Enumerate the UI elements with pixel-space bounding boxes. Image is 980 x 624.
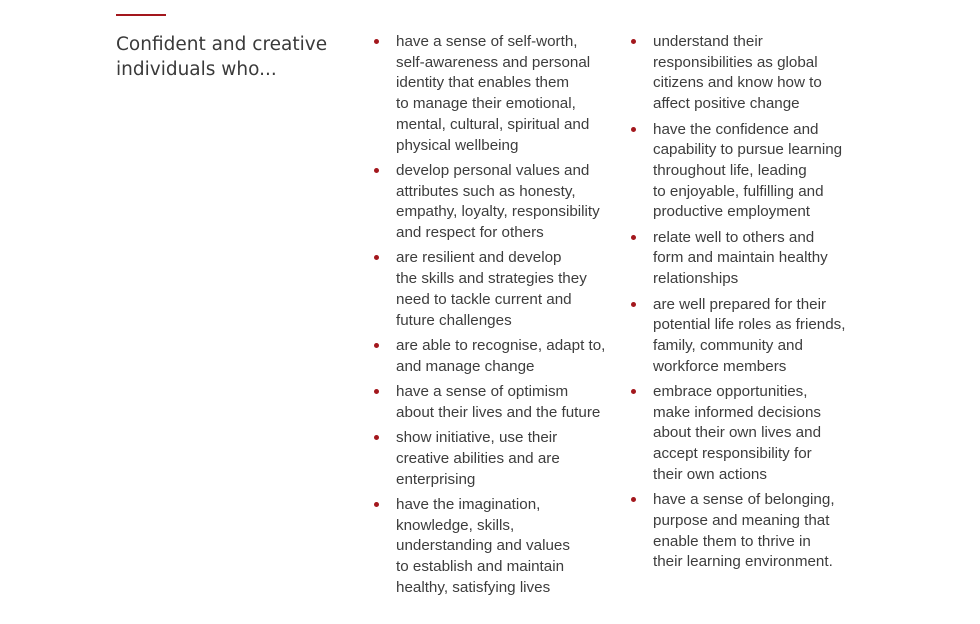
list-item-line: responsibilities as global xyxy=(653,53,818,71)
list-item xyxy=(629,32,859,115)
list-item-line: identity that enables them xyxy=(396,74,570,92)
list-item-line: affect positive change xyxy=(653,95,800,113)
bullet-icon xyxy=(374,168,379,173)
list-item-line: mental, cultural, spiritual and xyxy=(396,115,590,133)
section-heading-line: individuals who... xyxy=(116,59,277,80)
list-item-line: creative abilities and are xyxy=(396,449,560,467)
list-item-line: show initiative, use their xyxy=(396,429,558,447)
bullet-icon xyxy=(374,389,379,394)
bullet-icon xyxy=(374,502,379,507)
list-item-line: are resilient and develop xyxy=(396,249,562,267)
list-item-line: about their lives and the future xyxy=(396,403,601,421)
list-item-line: understand their xyxy=(653,33,763,50)
list-item xyxy=(372,428,608,490)
bullet-icon xyxy=(631,127,636,132)
list-item xyxy=(629,295,859,378)
list-item xyxy=(629,228,859,290)
list-item-line: productive employment xyxy=(653,203,811,221)
bullet-icon xyxy=(631,39,636,44)
list-item-line: empathy, loyalty, responsibility xyxy=(396,203,600,221)
list-item xyxy=(372,161,608,244)
list-item xyxy=(629,382,859,486)
list-item-line: healthy, satisfying lives xyxy=(396,578,551,596)
list-item-line: to manage their emotional, xyxy=(396,95,576,113)
list-item-line: capability to pursue learning xyxy=(653,141,843,159)
list-item xyxy=(372,336,608,377)
list-item-line: workforce members xyxy=(653,357,787,375)
list-item-line: have the imagination, xyxy=(396,495,541,513)
list-item-line: to establish and maintain xyxy=(396,558,565,575)
bullet-list-column-2 xyxy=(629,32,859,578)
list-item-line: self-awareness and personal xyxy=(396,53,591,71)
bullet-list-column-1 xyxy=(372,32,608,603)
bullet-icon xyxy=(374,435,379,440)
list-item-line: the skills and strategies they xyxy=(396,270,587,288)
list-item-line: have a sense of belonging, xyxy=(653,491,835,509)
list-item-line: have a sense of optimism xyxy=(396,383,569,400)
list-item xyxy=(372,248,608,331)
list-item-line: to enjoyable, fulfilling and xyxy=(653,182,824,200)
list-item-line: embrace opportunities, xyxy=(653,383,808,400)
list-item-line: potential life roles as friends, xyxy=(653,316,846,334)
bullet-icon xyxy=(374,343,379,348)
bullet-icon xyxy=(631,235,636,240)
list-item xyxy=(629,120,859,224)
bullet-icon xyxy=(631,389,636,394)
section-heading xyxy=(116,32,356,82)
list-item-line: are well prepared for their xyxy=(653,295,827,313)
list-item-line: relationships xyxy=(653,270,739,288)
list-item-line: their own actions xyxy=(653,465,767,483)
list-item-line: and manage change xyxy=(396,357,535,375)
list-item-line: enable them to thrive in xyxy=(653,532,811,550)
list-item-line: have the confidence and xyxy=(653,120,819,138)
list-item xyxy=(629,490,859,573)
list-item-line: accept responsibility for xyxy=(653,445,812,463)
list-item-line: and respect for others xyxy=(396,224,544,242)
list-item-line: need to tackle current and xyxy=(396,290,572,308)
bullet-icon xyxy=(631,302,636,307)
bullet-icon xyxy=(374,255,379,260)
list-item-line: their learning environment. xyxy=(653,553,833,571)
list-item-line: about their own lives and xyxy=(653,424,822,442)
bullet-icon xyxy=(631,497,636,502)
list-item-line: make informed decisions xyxy=(653,403,821,421)
section-heading-line: Confident and creative xyxy=(116,34,328,55)
list-item-line: are able to recognise, adapt to, xyxy=(396,336,606,354)
list-item-line: relate well to others and xyxy=(653,228,815,246)
list-item-line: throughout life, leading xyxy=(653,161,807,179)
list-item xyxy=(372,382,608,423)
list-item-line: physical wellbeing xyxy=(396,136,519,154)
list-item-line: enterprising xyxy=(396,470,476,488)
list-item-line: future challenges xyxy=(396,311,512,329)
list-item-line: knowledge, skills, xyxy=(396,516,515,534)
list-item-line: attributes such as honesty, xyxy=(396,182,576,200)
bullet-icon xyxy=(374,39,379,44)
list-item-line: form and maintain healthy xyxy=(653,249,828,267)
list-item-line: citizens and know how to xyxy=(653,74,822,92)
accent-rule xyxy=(116,14,166,16)
list-item xyxy=(372,495,608,599)
list-item-line: family, community and xyxy=(653,336,803,354)
list-item-line: purpose and meaning that xyxy=(653,511,830,529)
list-item-line: develop personal values and xyxy=(396,161,590,179)
list-item-line: understanding and values xyxy=(396,537,570,555)
list-item-line: have a sense of self-worth, xyxy=(396,33,578,50)
list-item xyxy=(372,32,608,156)
